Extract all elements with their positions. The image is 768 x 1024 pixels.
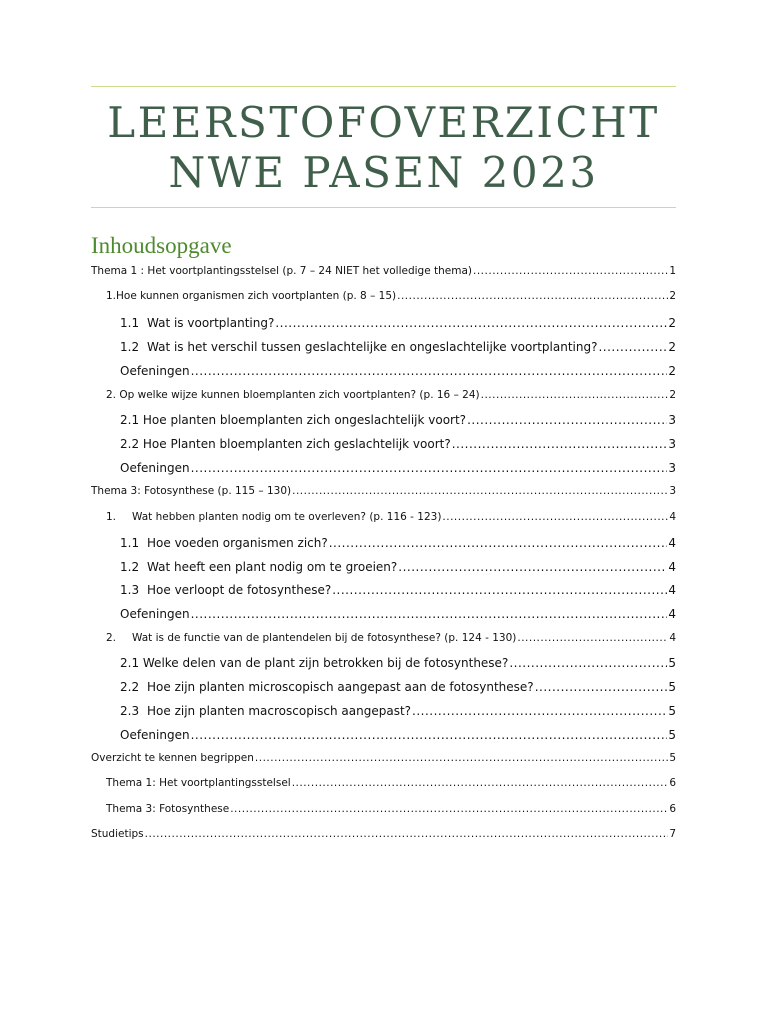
toc-entry-label: Oefeningen <box>120 607 190 621</box>
toc-entry-label: 2.1 Hoe planten bloemplanten zich ongeslachtelijk voort? <box>120 413 467 427</box>
toc-entry-page: 4 <box>668 607 676 621</box>
toc-leader-dots <box>230 803 668 815</box>
toc-entry[interactable] <box>120 704 676 718</box>
toc-entry-number: 2. <box>106 632 117 644</box>
toc-entry-label: Overzicht te kennen begrippen <box>91 752 254 764</box>
toc-entry-number: 1. <box>106 511 117 523</box>
toc-entry-page: 3 <box>669 485 676 497</box>
toc-entry[interactable] <box>120 583 676 597</box>
toc-entry-page: 5 <box>668 680 676 694</box>
toc-entry-label: 2.2 Hoe Planten bloemplanten zich geslachtelijk voort? <box>120 437 451 451</box>
toc-entry-label: Oefeningen <box>120 461 190 475</box>
toc-entry[interactable] <box>91 485 676 497</box>
toc-leader-dots <box>332 583 667 597</box>
toc-entry-number: 1.2 <box>120 340 140 354</box>
toc-leader-dots <box>535 680 668 694</box>
toc-leader-dots <box>145 828 669 840</box>
toc-entry[interactable] <box>120 560 676 574</box>
toc-entry-page: 5 <box>668 656 676 670</box>
toc-leader-dots <box>255 752 668 764</box>
toc-leader-dots <box>398 560 667 574</box>
toc-entry-page: 3 <box>668 437 676 451</box>
toc-entry-label: Thema 3: Fotosynthese <box>106 803 230 815</box>
toc-entry-page: 4 <box>668 536 676 550</box>
toc-entry-label: Wat is het verschil tussen geslachtelijke en ongeslachtelijke voortplanting? <box>147 340 598 354</box>
toc-leader-dots <box>481 389 669 401</box>
toc-entry[interactable] <box>91 265 676 277</box>
toc-entry-label: Wat heeft een plant nodig om te groeien? <box>147 560 398 574</box>
toc-entry[interactable] <box>120 728 676 742</box>
toc-leader-dots <box>292 777 669 789</box>
toc-entry-label: Thema 1 : Het voortplantingsstelsel (p. 7 – 24 NIET het volledige thema) <box>91 265 472 277</box>
toc-leader-dots <box>397 290 668 302</box>
toc-entry[interactable] <box>120 316 676 330</box>
toc-entry-label: Hoe voeden organismen zich? <box>147 536 328 550</box>
toc-leader-dots <box>191 728 668 742</box>
toc-entry[interactable] <box>120 656 676 670</box>
toc-entry[interactable] <box>106 290 676 302</box>
toc-leader-dots <box>275 316 667 330</box>
toc-entry[interactable] <box>120 413 676 427</box>
toc-entry-label: Hoe verloopt de fotosynthese? <box>147 583 332 597</box>
toc-entry-label: 2.1 Welke delen van de plant zijn betrokken bij de fotosynthese? <box>120 656 509 670</box>
toc-entry-label: Thema 3: Fotosynthese (p. 115 – 130) <box>91 485 292 497</box>
toc-entry-page: 4 <box>668 560 676 574</box>
toc-entry[interactable] <box>120 340 676 354</box>
toc-leader-dots <box>292 485 668 497</box>
toc-leader-dots <box>329 536 668 550</box>
toc-entry-page: 5 <box>669 752 676 764</box>
toc-entry-page: 6 <box>669 803 676 815</box>
toc-entry-page: 4 <box>669 511 676 523</box>
toc-leader-dots <box>452 437 668 451</box>
toc-entry[interactable] <box>106 803 676 815</box>
toc-entry[interactable] <box>120 536 676 550</box>
toc-entry-page: 3 <box>668 461 676 475</box>
toc-entry-page: 2 <box>669 389 676 401</box>
toc-entry[interactable] <box>120 607 676 621</box>
toc-entry[interactable] <box>91 828 676 840</box>
toc-entry-number: 2.2 <box>120 680 140 694</box>
toc-entry-label: Oefeningen <box>120 364 190 378</box>
toc-heading: Inhoudsopgave <box>91 233 232 258</box>
toc-entry-page: 7 <box>669 828 676 840</box>
toc-leader-dots <box>191 607 668 621</box>
toc-leader-dots <box>509 656 667 670</box>
toc-entry-label: Thema 1: Het voortplantingsstelsel <box>106 777 291 789</box>
title-line-2: NWE PASEN 2023 <box>168 148 599 197</box>
toc-entry-number: 1.2 <box>120 560 140 574</box>
toc-entry-page: 2 <box>669 290 676 302</box>
toc-entry-page: 5 <box>668 704 676 718</box>
toc-entry-page: 2 <box>668 340 676 354</box>
toc-entry-page: 5 <box>668 728 676 742</box>
toc-entry-number: 1.1 <box>120 316 140 330</box>
toc-entry-label: Wat is voortplanting? <box>147 316 275 330</box>
toc-entry-page: 4 <box>669 632 676 644</box>
toc-entry-number: 1.3 <box>120 583 140 597</box>
toc-leader-dots <box>442 511 668 523</box>
toc-entry-label: 1.Hoe kunnen organismen zich voortplanten (p. 8 – 15) <box>106 290 397 302</box>
toc-entry[interactable] <box>120 461 676 475</box>
toc-leader-dots <box>191 364 668 378</box>
toc-leader-dots <box>517 632 668 644</box>
toc-entry-page: 3 <box>668 413 676 427</box>
toc-leader-dots <box>473 265 668 277</box>
toc-entry-label: Studietips <box>91 828 144 840</box>
toc-entry-page: 2 <box>668 316 676 330</box>
toc-leader-dots <box>598 340 667 354</box>
toc-entry-page: 6 <box>669 777 676 789</box>
toc-entry[interactable] <box>106 777 676 789</box>
toc-entry-label: Oefeningen <box>120 728 190 742</box>
toc-entry-label: Wat is de functie van de plantendelen bij de fotosynthese? (p. 124 - 130) <box>132 632 517 644</box>
toc-entry[interactable] <box>120 680 676 694</box>
toc-entry-label: Wat hebben planten nodig om te overleven? (p. 116 - 123) <box>132 511 442 523</box>
toc-entry-label: Hoe zijn planten microscopisch aangepast aan de fotosynthese? <box>147 680 534 694</box>
title-line-1: LEERSTOFOVERZICHT <box>107 98 660 147</box>
toc-entry-page: 1 <box>669 265 676 277</box>
toc-leader-dots <box>412 704 667 718</box>
toc-entry-page: 2 <box>668 364 676 378</box>
toc-entry[interactable] <box>120 364 676 378</box>
toc-entry[interactable] <box>91 752 676 764</box>
toc-leader-dots <box>467 413 667 427</box>
toc-entry-label: Hoe zijn planten macroscopisch aangepast? <box>147 704 412 718</box>
toc-entry[interactable] <box>120 437 676 451</box>
toc-entry[interactable] <box>106 632 676 644</box>
toc-entry-page: 4 <box>668 583 676 597</box>
toc-entry-number: 1.1 <box>120 536 140 550</box>
toc-entry[interactable] <box>106 389 676 401</box>
toc-leader-dots <box>191 461 668 475</box>
toc-entry-label: 2. Op welke wijze kunnen bloemplanten zich voortplanten? (p. 16 – 24) <box>106 389 480 401</box>
toc-entry[interactable] <box>106 511 676 523</box>
toc-entry-number: 2.3 <box>120 704 140 718</box>
